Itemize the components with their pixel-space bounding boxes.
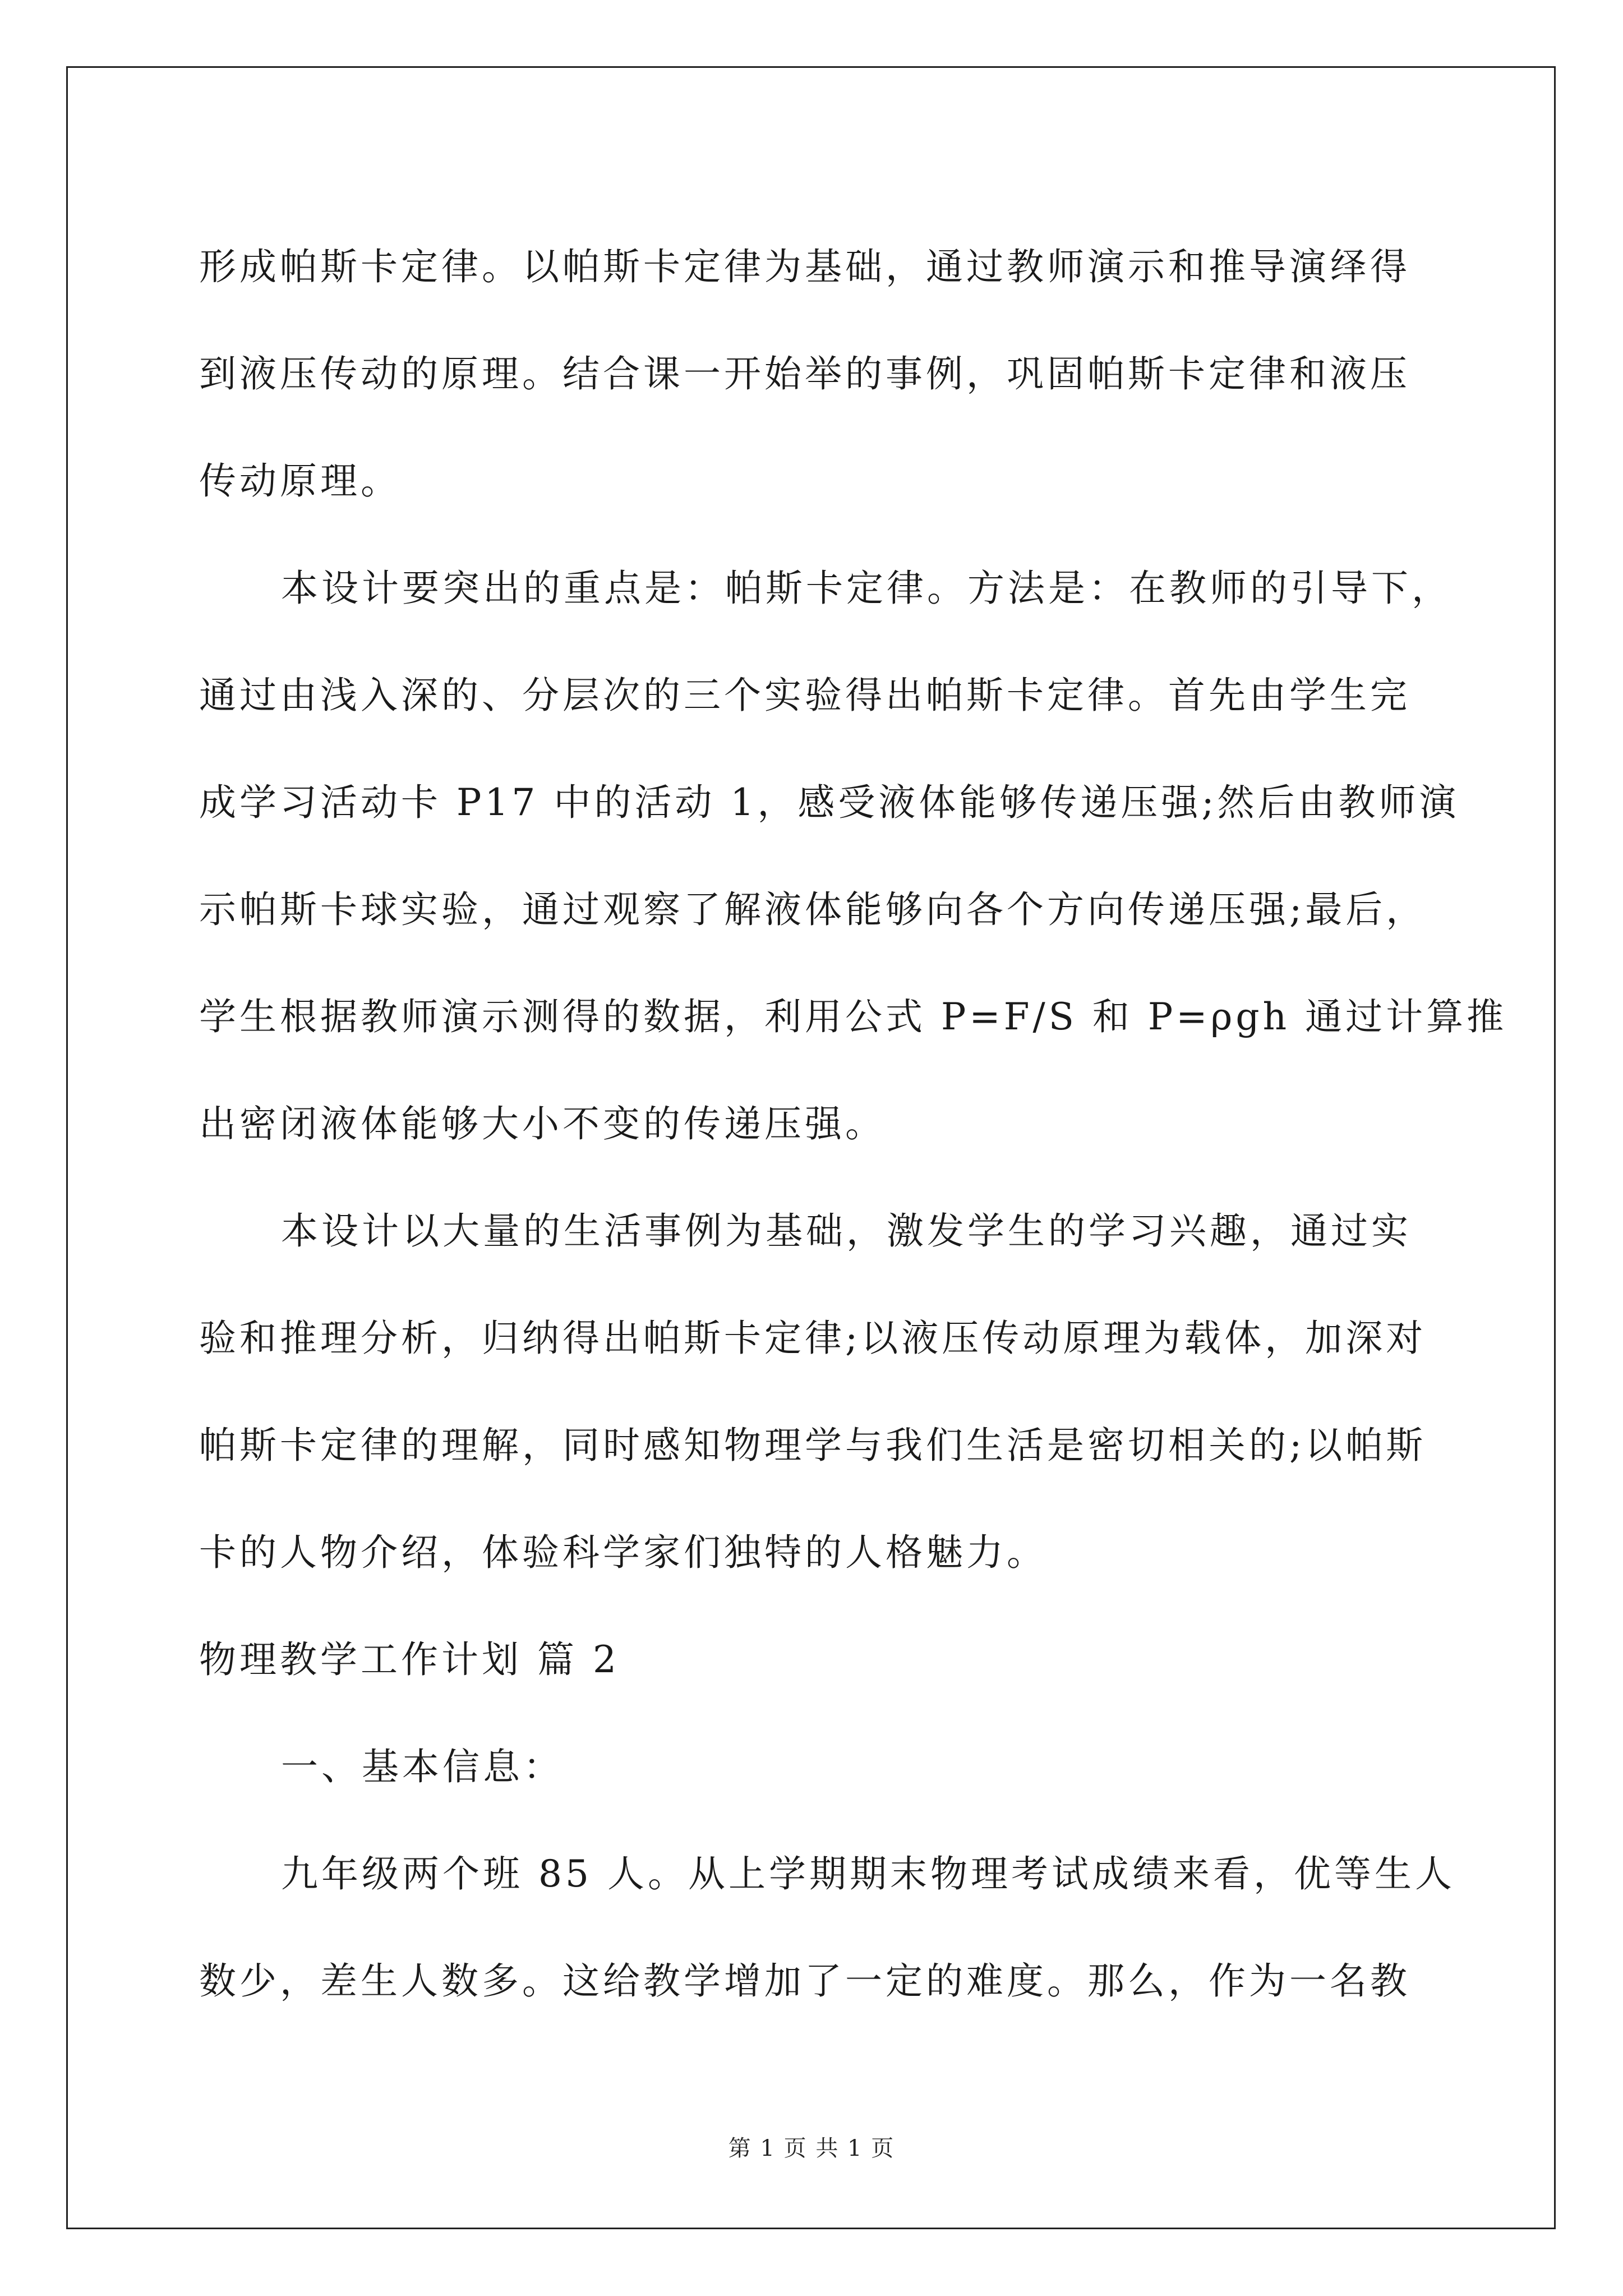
text-line: 帕斯卡定律的理解，同时感知物理学与我们生活是密切相关的;以帕斯 xyxy=(199,1424,1427,1467)
text-line: 出密闭液体能够大小不变的传递压强。 xyxy=(199,1102,886,1145)
text-line: 传动原理。 xyxy=(199,459,401,503)
text-line: 本设计要突出的重点是：帕斯卡定律。方法是：在教师的引导下， xyxy=(281,567,1452,610)
subsection-heading: 一、基本信息： xyxy=(281,1745,564,1788)
text-line: 验和推理分析，归纳得出帕斯卡定律;以液压传动原理为载体，加深对 xyxy=(199,1317,1427,1360)
text-line: 数少，差生人数多。这给教学增加了一定的难度。那么，作为一名教 xyxy=(199,1959,1410,2003)
page-number: 第 1 页 共 1 页 xyxy=(728,2136,895,2161)
text-line: 到液压传动的原理。结合课一开始举的事例，巩固帕斯卡定律和液压 xyxy=(199,352,1410,395)
text-line: 本设计以大量的生活事例为基础，激发学生的学习兴趣，通过实 xyxy=(281,1209,1412,1253)
document-body xyxy=(199,213,1507,2035)
text-line: 卡的人物介绍，体验科学家们独特的人格魅力。 xyxy=(199,1531,1047,1574)
text-line: 成学习活动卡 P17 中的活动 1，感受液体能够传递压强;然后由教师演 xyxy=(199,781,1460,824)
section-heading: 物理教学工作计划 篇 2 xyxy=(199,1638,620,1681)
text-line: 通过由浅入深的、分层次的三个实验得出帕斯卡定律。首先由学生完 xyxy=(199,674,1410,717)
text-line: 形成帕斯卡定律。以帕斯卡定律为基础，通过教师演示和推导演绎得 xyxy=(199,245,1410,288)
text-line: 学生根据教师演示测得的数据，利用公式 P=F/S 和 P=ρgh 通过计算推 xyxy=(199,995,1507,1038)
text-line: 九年级两个班 85 人。从上学期期末物理考试成绩来看，优等生人 xyxy=(281,1852,1455,1895)
text-line: 示帕斯卡球实验，通过观察了解液体能够向各个方向传递压强;最后， xyxy=(199,888,1427,931)
